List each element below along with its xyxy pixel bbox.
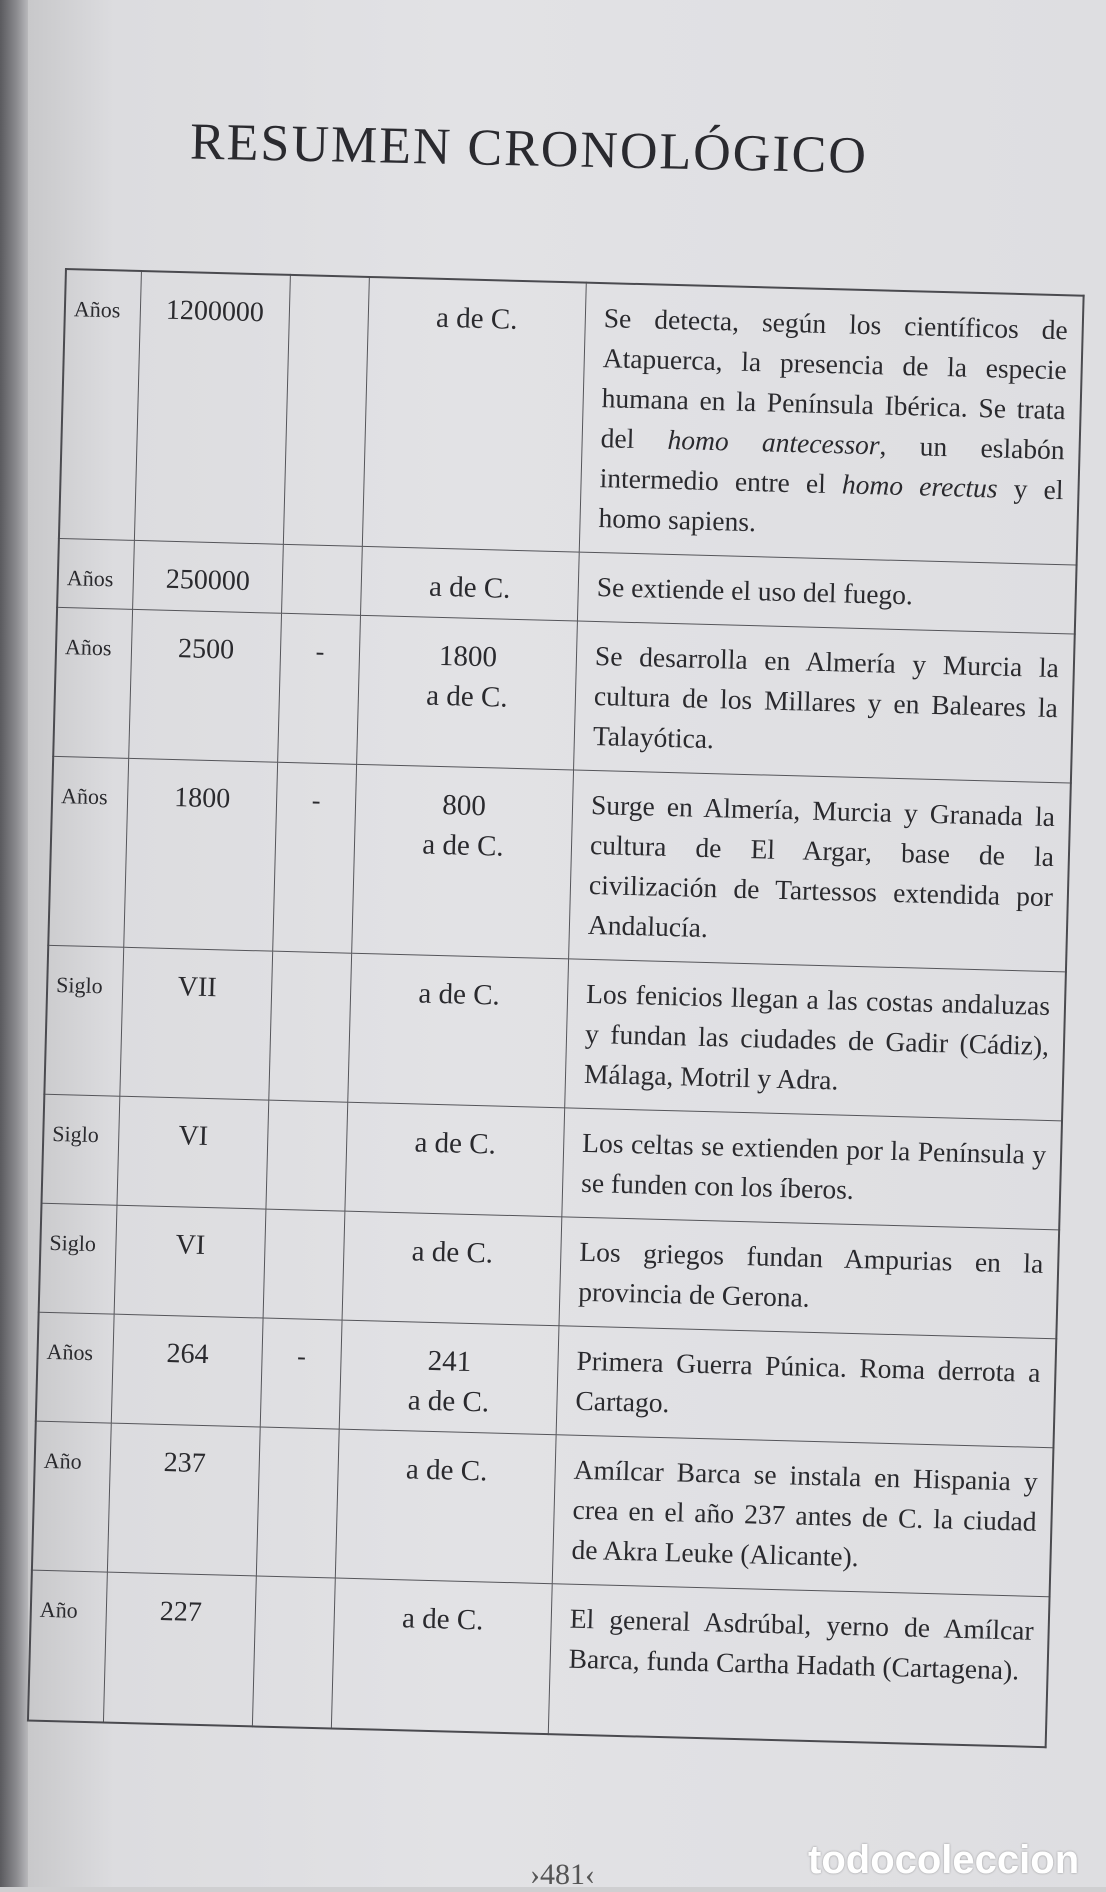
- table-row: [32, 1421, 1054, 1597]
- description-text: Primera Guerra Púnica. Roma derrota a Cartago.: [575, 1344, 1041, 1419]
- row-number: VI: [114, 1205, 266, 1318]
- chronology-table: [27, 268, 1085, 1748]
- row-era-line-1: a de C.: [405, 1453, 488, 1488]
- row-unit: Siglo: [44, 945, 123, 1096]
- row-unit: Años: [36, 1312, 114, 1423]
- row-unit: Siglo: [42, 1094, 120, 1205]
- row-range-dash: [263, 1209, 345, 1320]
- row-range-dash: [266, 1100, 348, 1211]
- row-era: [357, 615, 578, 770]
- description-text: Amílcar Barca se instala en Hispania y crea en el año 237 antes de C. la ciudad de Akra Leuke (Alicante).: [571, 1453, 1038, 1573]
- row-number: 264: [111, 1314, 263, 1427]
- row-number: 1800: [124, 758, 278, 951]
- row-era-line-1: a de C.: [435, 301, 518, 336]
- row-number: 227: [103, 1572, 256, 1726]
- row-unit: Año: [32, 1421, 111, 1572]
- row-era: [331, 1578, 552, 1734]
- description-text: y el homo sapiens.: [598, 472, 1064, 538]
- row-era-line-2: a de C.: [425, 679, 508, 714]
- row-era-line-1: a de C.: [418, 977, 501, 1012]
- row-era: [345, 1102, 565, 1217]
- row-description: [552, 1435, 1053, 1597]
- row-number: VII: [120, 947, 273, 1100]
- row-era-line-2: a de C.: [407, 1384, 490, 1419]
- row-era-line-1: a de C.: [411, 1235, 494, 1270]
- row-unit: Años: [57, 538, 134, 609]
- row-number: 250000: [133, 540, 284, 613]
- table-row: [59, 269, 1084, 565]
- row-era-line-2: a de C.: [421, 828, 505, 863]
- table-row: [28, 1570, 1050, 1747]
- description-text: , un eslabón intermedio entre el: [599, 429, 1065, 500]
- row-range-dash: [256, 1427, 339, 1578]
- row-range-dash: [252, 1576, 335, 1728]
- row-description: [565, 959, 1066, 1121]
- row-era: [361, 546, 580, 621]
- description-text: Surge en Almería, Murcia y Granada la cultura de El Argar, base de la civilización de Tartessos extendida por Andalucía.: [587, 788, 1056, 944]
- description-italic-text: homo erectus: [841, 468, 999, 504]
- row-era: [342, 1211, 562, 1326]
- row-unit: Años: [53, 607, 132, 758]
- row-era: [335, 1429, 556, 1584]
- row-era-line-1: 800: [441, 789, 487, 823]
- description-italic-text: homo antecessor: [667, 423, 881, 461]
- description-text: Se desarrolla en Almería y Murcia la cultura de los Millares y en Baleares la Talayótica.: [592, 640, 1060, 755]
- row-description: [559, 1217, 1059, 1339]
- table-row: [53, 607, 1075, 783]
- row-range-dash: [269, 951, 352, 1102]
- row-range-dash: -: [278, 613, 361, 764]
- row-number: 1200000: [134, 271, 290, 544]
- description-text: Los celtas se extienden por la Península y se funden con los íberos.: [580, 1126, 1047, 1205]
- row-range-dash: -: [273, 762, 357, 953]
- row-description: [569, 770, 1071, 972]
- table-row: [48, 756, 1071, 972]
- row-era: [362, 277, 586, 552]
- row-era-line-1: a de C.: [414, 1126, 497, 1161]
- row-era-line-1: 1800: [438, 639, 498, 674]
- row-description: [562, 1108, 1062, 1230]
- book-binding: [0, 0, 28, 1887]
- row-unit: Año: [28, 1570, 107, 1722]
- page-number: ›481‹: [530, 1858, 595, 1891]
- chronology-table-wrapper: [27, 268, 1085, 1748]
- description-text: Los griegos fundan Ampurias en la provincia de Gerona.: [577, 1235, 1044, 1313]
- row-era-line-1: a de C.: [428, 570, 511, 605]
- row-unit: Años: [59, 269, 142, 540]
- description-text: Los fenicios llegan a las costas andaluzas y fundan las ciudades de Gadir (Cádiz), Málaga, Motril y Adra.: [583, 977, 1051, 1096]
- page-title: RESUMEN CRONOLÓGICO: [189, 113, 869, 185]
- row-range-dash: [282, 544, 363, 615]
- row-description: [574, 621, 1075, 783]
- row-era: [348, 953, 569, 1108]
- watermark-logo: todocoleccion: [808, 1838, 1080, 1882]
- chronology-table-body: [28, 269, 1084, 1747]
- row-era: [352, 764, 574, 959]
- description-text: El general Asdrúbal, yerno de Amílcar Barca, funda Cartha Hadath (Cartagena).: [568, 1602, 1035, 1686]
- row-unit: Años: [48, 756, 128, 947]
- row-description: [579, 283, 1083, 565]
- row-era-line-1: a de C.: [401, 1602, 484, 1637]
- row-range-dash: -: [260, 1318, 342, 1429]
- row-era-line-1: 241: [427, 1344, 472, 1379]
- row-number: 2500: [129, 609, 282, 762]
- row-range-dash: [283, 275, 369, 546]
- description-text: Se detecta, según los científicos de Atapuerca, la presencia de la especie humana en la Península Ibérica. Se trata del: [600, 302, 1069, 455]
- row-description: [556, 1326, 1056, 1448]
- row-unit: Siglo: [39, 1203, 117, 1314]
- row-description: [548, 1584, 1049, 1747]
- row-era: [339, 1320, 559, 1435]
- description-text: Se extiende el uso del fuego.: [596, 571, 914, 611]
- table-row: [44, 945, 1066, 1121]
- row-description: [577, 552, 1076, 634]
- row-number: VI: [117, 1096, 269, 1209]
- row-number: 237: [107, 1423, 260, 1576]
